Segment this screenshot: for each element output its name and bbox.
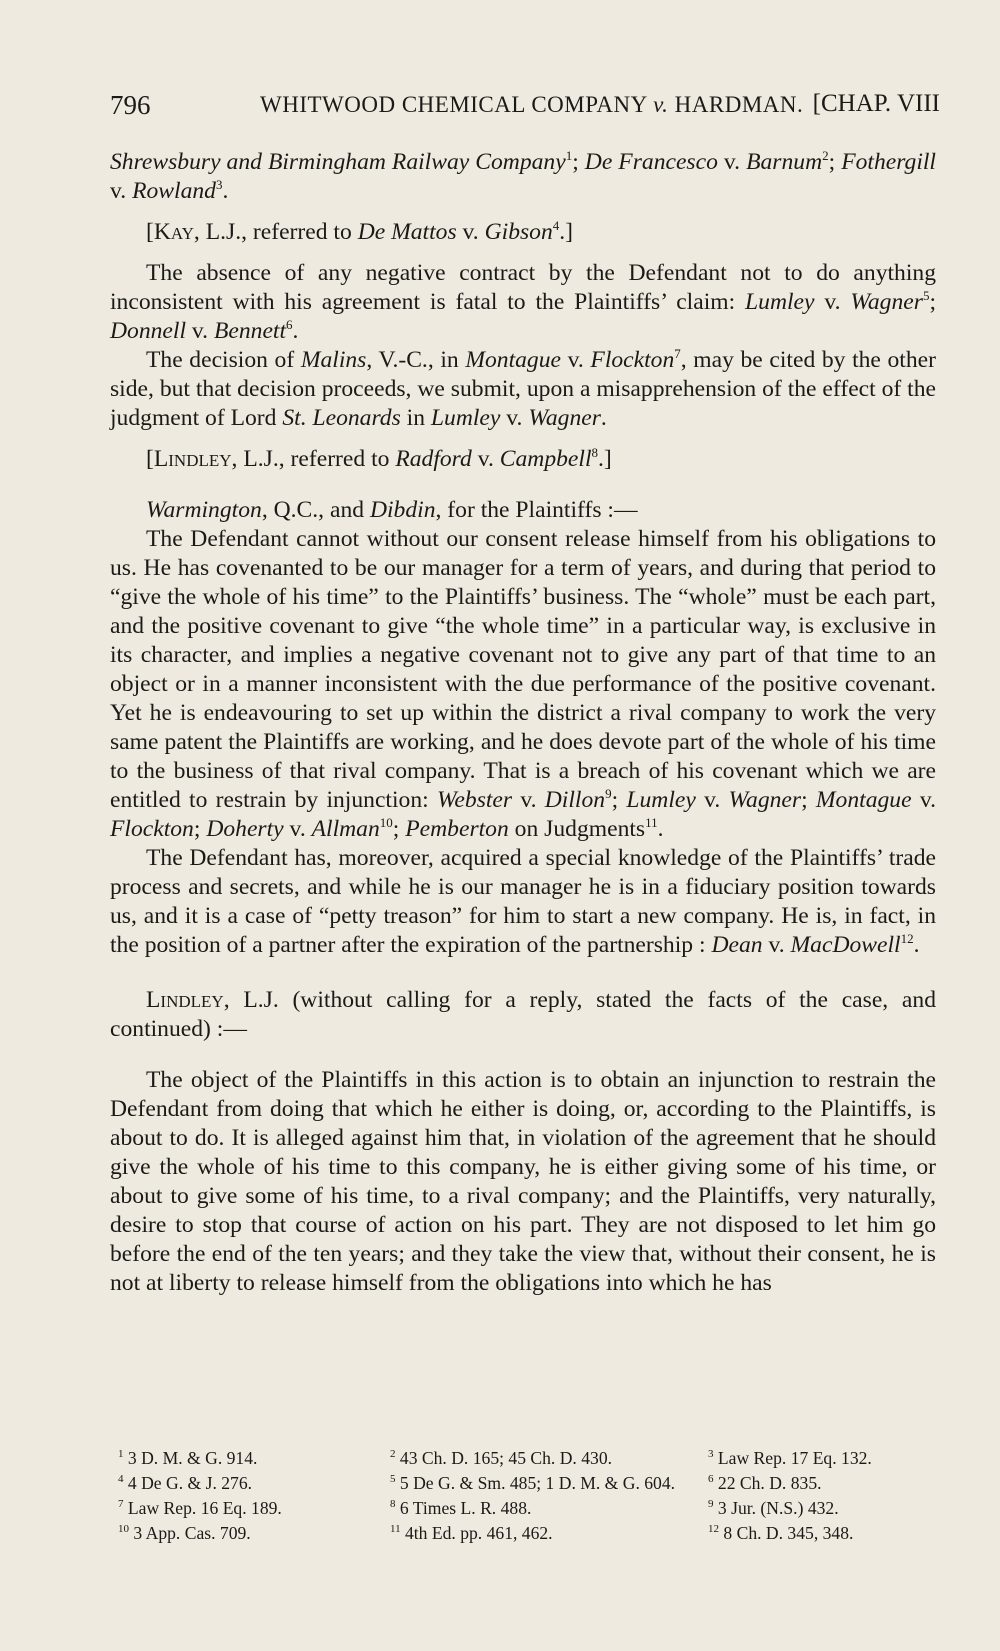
paragraph-judgment: The object of the Plaintiffs in this action is to obtain an injunction to restrain the Defendant from doing that which he either is doing, or, according to the Plaintiffs, is about to do. It is alleged against him that, in violation of the agreement that he should give the whole of his time to this company, he is either giving some of his time, or about to give some of his time, to a rival company; and the Plaintiffs, very naturally, desire to stop that course of action on his part. They are not disposed to let him go before the end of the ten years; and they take the view that, without their consent, he is not at liberty to release himself from the obligations into which he has xyxy=(110,1067,936,1296)
footnote-1: $^1$ 3 D. M. & G. 914. xyxy=(118,1448,258,1468)
footnote-3: $^3$ Law Rep. 17 Eq. 132. xyxy=(708,1448,872,1468)
page-number: 796 xyxy=(110,90,151,120)
paragraph-argument-2: The Defendant has, moreover, acquired a special knowledge of the Plaintiffs’ trade process and secrets, and while he is our manager he is in a fiduciary position towards us, and it is a case of “petty treason” for him to start a new company. He is, in fact, in the position of a partner after the expiration of the partnership : Dean v. MacDowell$^{12}$. xyxy=(110,845,936,958)
paragraph-argument-1: The Defendant cannot without our consent release himself from his obligations to us. He has covenanted to be our manager for a term of years, and during that period to “give the whole of his time” to the Plaintiffs’ business. The “whole” must be each part, and the positive covenant to give “the whole time” in a particular way, is exclusive in its character, and implies a negative covenant not to give any part of that time to an object or in a manner inconsistent with the due performance of the positive covenant. Yet he is endeavouring to set up within the district a rival company to work the very same patent the Plaintiffs are working, and he does devote part of the whole of his time to the business of that rival company. That is a breach of his covenant which we are entitled to restrain by injunction: Webster v. Dillon$^9$; Lumley v. Wagner; Montague v. Flockton; Doherty v. Allman$^{10}$; Pemberton on Judgments$^{11}$. xyxy=(110,526,936,842)
footnote-8: $^8$ 6 Times L. R. 488. xyxy=(390,1498,532,1518)
footnote-2: $^2$ 43 Ch. D. 165; 45 Ch. D. 430. xyxy=(390,1448,613,1468)
paragraph-kay-note: [Kay, L.J., referred to De Mattos v. Gibson$^4$.] xyxy=(146,218,574,245)
paragraph-citations: Shrewsbury and Birmingham Railway Company$^1$; De Francesco v. Barnum$^2$; Fothergill v. Rowland$^3$. xyxy=(110,148,936,204)
footnote-7: $^7$ Law Rep. 16 Eq. 189. xyxy=(118,1498,282,1518)
footnote-12: $^{12}$ 8 Ch. D. 345, 348. xyxy=(708,1523,854,1543)
footnote-9: $^9$ 3 Jur. (N.S.) 432. xyxy=(708,1498,839,1518)
footnote-row xyxy=(118,1521,938,1546)
footnote-11: $^{11}$ 4th Ed. pp. 461, 462. xyxy=(390,1523,553,1543)
paragraph-absence: The absence of any negative contract by the Defendant not to do anything inconsistent with his agreement is fatal to the Plaintiffs’ claim: Lumley v. Wagner$^5$; Donnell v. Bennett$^6$. xyxy=(110,260,936,344)
paragraph-decision: The decision of Malins, V.-C., in Montague v. Flockton$^7$, may be cited by the other side, but that decision proceeds, we submit, upon a misapprehension of the effect of the judgment of Lord St. Leonards in Lumley v. Wagner. xyxy=(110,346,936,431)
footnote-10: $^{10}$ 3 App. Cas. 709. xyxy=(118,1523,251,1543)
paragraph-lindley-note: [Lindley, L.J., referred to Radford v. Campbell$^8$.] xyxy=(146,445,612,472)
footnote-row xyxy=(118,1446,938,1471)
footnote-row xyxy=(118,1471,938,1496)
footnote-4: $^4$ 4 De G. & J. 276. xyxy=(118,1473,253,1493)
paragraph-counsel: Warmington, Q.C., and Dibdin, for the Plaintiffs :— xyxy=(146,497,638,523)
footnotes xyxy=(118,1446,938,1546)
footnote-6: $^6$ 22 Ch. D. 835. xyxy=(708,1473,822,1493)
paragraph-lindley-judgment-intro: Lindley, L.J. (without calling for a reply, stated the facts of the case, and continued) :— xyxy=(110,987,936,1042)
body-text xyxy=(110,148,936,1298)
running-title: WHITWOOD CHEMICAL COMPANY v. HARDMAN. xyxy=(260,92,804,117)
footnote-5: $^5$ 5 De G. & Sm. 485; 1 D. M. & G. 604. xyxy=(390,1473,676,1493)
chapter-label: [CHAP. VIII xyxy=(812,90,940,117)
footnote-row xyxy=(118,1496,938,1521)
